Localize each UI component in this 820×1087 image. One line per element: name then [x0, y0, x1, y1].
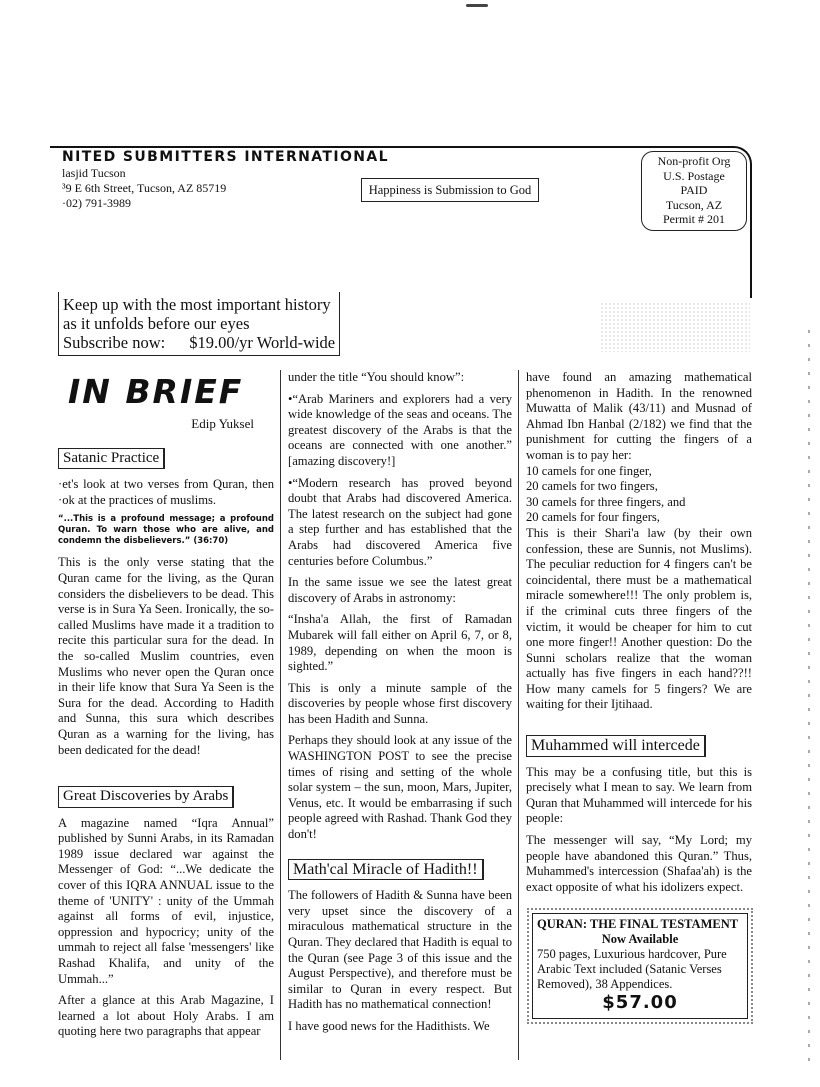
- subscribe-line-1: Keep up with the most important history: [63, 295, 331, 314]
- org-name: NITED SUBMITTERS INTERNATIONAL: [62, 149, 389, 165]
- column-3: [526, 370, 752, 1019]
- postage-line: U.S. Postage: [663, 168, 725, 183]
- byline: Edip Yuksel: [191, 416, 254, 431]
- org-address-line-1: lasjid Tucson: [62, 166, 126, 180]
- postage-line: Non-profit Org: [657, 154, 731, 168]
- section-heading: Muhammed will intercede: [526, 735, 706, 757]
- edge-dots: [808, 330, 810, 1070]
- paragraph: After a glance at this Arab Magazine, I learned a lot about Holy Arabs. I am quoting here two paragraphs that appear: [58, 993, 274, 1039]
- subscribe-box: [58, 292, 340, 356]
- paragraph: In the same issue we see the latest great discovery of Arabs in astronomy:: [288, 575, 512, 605]
- list-item: 10 camels for one finger,: [526, 463, 652, 478]
- postage-line: Permit # 201: [663, 212, 725, 226]
- postage-line: Tucson, AZ: [665, 197, 723, 212]
- column-2: [288, 370, 512, 1041]
- promo-subtitle: Now Available: [601, 932, 679, 947]
- column-rule: [518, 370, 519, 1060]
- subscribe-price: $19.00/yr World-wide: [189, 333, 336, 352]
- paragraph: ·et's look at two verses from Quran, then ·ok at the practices of muslims.: [58, 477, 274, 507]
- section-heading: Great Discoveries by Arabs: [58, 786, 234, 808]
- column-1: [58, 370, 274, 1046]
- paragraph: I have good news for the Hadithists. We: [288, 1018, 490, 1033]
- paragraph: This may be a confusing title, but this is precisely what I mean to say. We learn from Quran that Muhammed will intercede for his people:: [526, 764, 752, 826]
- subscribe-label: Subscribe now:: [63, 333, 166, 352]
- paragraph: •“Arab Mariners and explorers had a very wide knowledge of the seas and oceans. The greatest discovery of the Arabs is that the oceans are connected with one another.” [amazing discovery!]: [288, 391, 512, 468]
- paragraph: This is their Shari'a law (by their own confession, these are Sunnis, not Muslims). The peculiar reduction for 4 fingers can't be coincidental, there must be a mathematical miracle somewhere!!! The only problem is, if the criminal cuts three fingers of the victim, it would be cheaper for him to cut one more finger!! Another question: Do the Sunni scholars realize that the woman actually has five fingers in each hand??!! How many camels for 5 fingers? We are waiting for their Ijtihaad.: [526, 525, 752, 712]
- promo-title: QURAN: THE FINAL TESTAMENT: [537, 917, 739, 932]
- org-phone: ·02) 791-3989: [62, 196, 131, 210]
- paragraph: •“Modern research has proved beyond doubt that Arabs had discovered America. The latest research on the subject had gone a step further and has established that the Arabs had discovered America five centuries before Columbus.”: [288, 475, 512, 568]
- org-address-line-2: ³9 E 6th Street, Tucson, AZ 85719: [62, 181, 227, 195]
- promo-price: $57.00: [602, 992, 678, 1014]
- in-brief-title: IN BRIEF: [68, 372, 244, 411]
- postage-line: PAID: [680, 183, 708, 197]
- motto-box: Happiness is Submission to God: [361, 178, 539, 202]
- section-heading: Math'cal Miracle of Hadith!!: [288, 859, 484, 881]
- column-rule: [280, 370, 281, 1060]
- section-heading: Satanic Practice: [58, 448, 165, 470]
- paragraph: “Insha'a Allah, the first of Ramadan Mubarek will fall either on April 6, 7, or 8, 1989, depending on when the moon is sighted.”: [288, 612, 512, 674]
- list-item: 20 camels for four fingers,: [526, 510, 660, 525]
- paragraph: A magazine named “Iqra Annual” published by Sunni Arabs, in its Ramadan 1989 issue declared war against the Messenger of God: “...We dedicate the cover of this IQRA ANNUAL issue to the theme of 'UNITY' : unity of the Ummah against all forms of evil, injustice, oppression and hypocricy; unity of the ummah to reject all false 'messengers' like Rashad Khalifa, and unity of the Ummah...”: [58, 815, 274, 986]
- subscribe-line-2: as it unfolds before our eyes: [63, 314, 250, 333]
- paragraph: under the title “You should know”:: [288, 370, 465, 384]
- promo-description: 750 pages, Luxurious hardcover, Pure Arabic Text included (Satanic Verses Removed), 38 Appendices.: [537, 947, 727, 992]
- subscribe-line-3: [63, 333, 339, 352]
- paragraph: This is only a minute sample of the discoveries by people whose first discovery has been Hadith and Sunna.: [288, 680, 512, 726]
- list-item: 20 camels for two fingers,: [526, 479, 658, 494]
- book-promo-box: [532, 913, 748, 1019]
- paragraph: This is the only verse stating that the Quran came for the living, as the Quran considers the disbelievers to be dead. This verse is in Sura Ya Seen. Ironically, the so-called Muslims have made it a tradition to recite this particular sura for the dead. In the so-called Muslim countries, even Muslims who never open the Quran once in their life know that Sura Ya Seen is the Sura for the dead. According to Hadith and Sunna, this sura which describes Quran as a warning for the living, has been dedicated for the dead!: [58, 555, 274, 757]
- top-mark: [466, 4, 488, 7]
- paragraph: Perhaps they should look at any issue of the WASHINGTON POST to see the precise times of rising and setting of the whole solar system – the sun, moon, Mars, Jupiter, Venus, etc. It would be embarrasing if such people agreed with Rashad. Thank God they don't!: [288, 733, 512, 842]
- paragraph: have found an amazing mathematical phenomenon in Hadith. In the renowned Muwatta of Malik (43/11) and Musnad of Ahmad Ibn Hanbal (2/182) we find that the punishment for cutting the fingers of a woman is to pay her:: [526, 370, 752, 462]
- paragraph: The messenger will say, “My Lord; my people have abandoned this Quran.” Thus, Muhammed's intercession (Shafaa'ah) is the exact opposite of what his idolizers expect.: [526, 833, 752, 894]
- postage-indicia: [641, 151, 747, 231]
- verse-quote: “...This is a profound message; a profound Quran. To warn those who are alive, and condemn the disbelievers.” (36:70): [58, 514, 274, 547]
- scan-noise: [600, 302, 750, 352]
- list-item: 30 camels for three fingers, and: [526, 494, 686, 509]
- paragraph: The followers of Hadith & Sunna have been very upset since the discovery of a miraculous mathematical structure in the Quran. They declared that Hadith is equal to the Quran (see Page 3 of this issue and the August Perspective), and therefore must be similar to Quran in every respect. But Hadith has no mathematical connection!: [288, 888, 512, 1012]
